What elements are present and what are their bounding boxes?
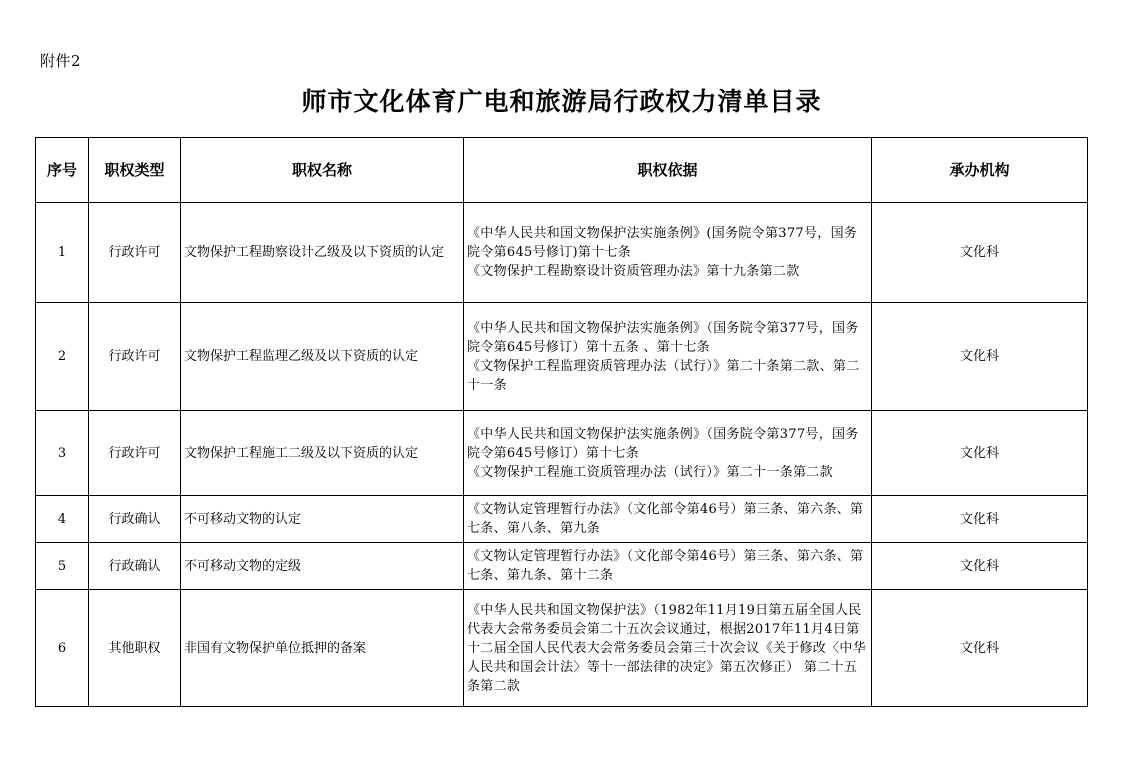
header-basis: 职权依据 [464,138,872,203]
table-row [36,590,1088,707]
power-basis: 《中华人民共和国文物保护法》（1982年11月19日第五届全国人民代表大会常务委员会第二十五次会议通过，根据2017年11月4日第十二届全国人民代表大会常务委员会第三十次会议《关于修改〈中华人民共和国会计法〉等十一部法律的决定》第五次修正） 第二十五条第二款 [464,590,872,707]
power-basis: 《文物认定管理暂行办法》（文化部令第46号）第三条、第六条、第七条、第九条、第十二条 [464,543,872,590]
handling-org: 文化科 [872,303,1088,411]
attachment-label: 附件2 [40,52,82,70]
header-org: 承办机构 [872,138,1088,203]
power-basis-text: 《中华人民共和国文物保护法实施条例》（国务院令第377号，国务院令第645号修订）第十七条 《文物保护工程施工资质管理办法（试行）》第二十一条第二款 [467,426,859,480]
power-type: 行政许可 [89,303,181,411]
table-row [36,543,1088,590]
handling-org: 文化科 [872,411,1088,496]
power-type: 行政许可 [89,203,181,303]
power-basis-text: 《中华人民共和国文物保护法实施条例》（国务院令第377号，国务院令第645号修订）第十五条 、第十七条 《文物保护工程监理资质管理办法（试行）》第二十条第二款、第二十一条 [467,320,860,393]
table-row [36,411,1088,496]
header-name: 职权名称 [181,138,464,203]
handling-org: 文化科 [872,543,1088,590]
page-title: 师市文化体育广电和旅游局行政权力清单目录 [301,87,822,116]
header-no: 序号 [36,138,89,203]
row-number: 3 [36,411,89,496]
handling-org: 文化科 [872,203,1088,303]
power-type: 行政确认 [89,543,181,590]
table-row [36,203,1088,303]
power-basis [464,303,872,411]
power-list-table [35,137,1088,707]
power-type: 其他职权 [89,590,181,707]
power-name: 文物保护工程施工二级及以下资质的认定 [181,411,464,496]
power-name: 文物保护工程勘察设计乙级及以下资质的认定 [181,203,464,303]
header-type: 职权类型 [89,138,181,203]
handling-org: 文化科 [872,496,1088,543]
row-number: 4 [36,496,89,543]
power-name: 不可移动文物的认定 [181,496,464,543]
table-header-row [36,138,1088,203]
power-basis: 《文物认定管理暂行办法》（文化部令第46号）第三条、第六条、第七条、第八条、第九条 [464,496,872,543]
row-number: 5 [36,543,89,590]
row-number: 2 [36,303,89,411]
row-number: 6 [36,590,89,707]
power-basis [464,203,872,303]
power-name: 文物保护工程监理乙级及以下资质的认定 [181,303,464,411]
power-name: 非国有文物保护单位抵押的备案 [181,590,464,707]
row-number: 1 [36,203,89,303]
power-type: 行政确认 [89,496,181,543]
handling-org: 文化科 [872,590,1088,707]
power-basis-text: 《中华人民共和国文物保护法实施条例》(国务院令第377号，国务院令第645号修订)第十七条 《文物保护工程勘察设计资质管理办法》第十九条第二款 [467,226,858,279]
power-name: 不可移动文物的定级 [181,543,464,590]
power-type: 行政许可 [89,411,181,496]
table-row [36,303,1088,411]
table-row [36,496,1088,543]
power-basis [464,411,872,496]
